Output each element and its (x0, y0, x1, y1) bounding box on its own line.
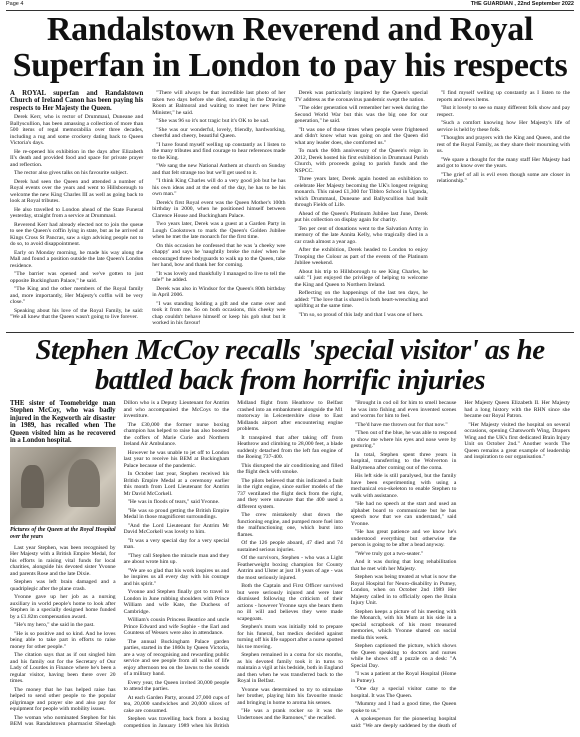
article-paragraph: Of the survivors, Stephen - who was a Light Featherweight boxing champion for County Antrim and Ulster at just 18 years of age - was the most seriously injured. (237, 555, 343, 581)
article-paragraph: Yvonne and Stephen finally got to travel to London in June rubbing shoulders with Prince William and wife Kate, the Duchess of Cambridge. (123, 589, 230, 615)
article-paragraph: "We are so glad that his work inspires us and he inspires us all every day with his courage and his spirit." (123, 567, 230, 587)
article-paragraph: The woman who nominated Stephen for his BEM was Randalstown pharmacist Sheelagh Dillon who is a Deputy Lieutenant for Antrim and who accompanied the McCoys to the investiture. (10, 400, 230, 728)
article-paragraph: Last year Stephen, was been recognised by Her Majesty with a British Empire Medal, for his efforts in raising vital funds for local charities, alongside his devoted sister Yvonne and parents Rose and the late Dixie. (10, 544, 116, 577)
article-paragraph: "Thoughts and prayers with the King and Queen, and the rest of the Royal Family, as they share their mourning with us. (436, 135, 570, 154)
article-paragraph: "Brought in cod oil for him to smell because he was into fishing and even invented scenes and worms for him to feel. (350, 400, 457, 419)
article-paragraph: The annual Buckingham Palace garden parties, started in the 1860s by Queen Victoria, are a way of recognising and rewarding public service and see people from all walks of life enjoy afternoon tea on the lawns to the sounds of a military band. (123, 638, 230, 677)
masthead-date: THE GUARDIAN , 22nd September 2022 (470, 1, 574, 7)
article-paragraph: Every year, the Queen invited 30,000 people to attend the parties. (123, 679, 230, 692)
article-paragraph: "Then out of the blue, he was able to respond to show me where his eyes and nose were by gesturing." (350, 430, 457, 449)
article-paragraph: And it was during that long rehabilitation that he met with her Majesty. (350, 559, 457, 572)
article-paragraph: "There will always be that incredible last photo of her taken two days before she died, standing in the Drawing Room at Balmoral and waiting to meet her new Prime Minister," he said. (152, 90, 286, 116)
article-paragraph: "Such a comfort knowing how Her Majesty's life of service is held by these folk. (436, 120, 570, 133)
article-paragraph: Both the Captain and First Officer survived but were seriously injured and were later dismissed following the criticism of their actions - however Yvonne says she bears them no ill will and believes they were made scapegoats. (237, 583, 343, 622)
article-paragraph: Stephen captioned the picture, which shows the Queen speaking to doctors and nurses while he shows off a puzzle on a desk: "A Special Day. (350, 643, 457, 669)
story1-headline: Randalstown Reverend and Royal Superfan in London to pay his respects (12, 11, 568, 84)
article-paragraph: On this occasion he confessed that he was 'a cheeky wee chappy' and says he 'naughtily broke the rules' when he encouraged three bodyguards to walk up to the Queen, take her hand, bow and thank her for coming. (152, 242, 286, 268)
article-paragraph: "Mummy and I had a good time, the Queen spoke to us." (350, 701, 457, 714)
article-paragraph: Early on Monday morning, he made his way along the Mall and found a position outside the late Queen's London residence. (10, 249, 144, 269)
page-number: Page 4 (6, 1, 24, 7)
article-paragraph: However he was unable to jet off to London last year to receive his BEM at Buckingham Palace because of the pandemic. (123, 449, 230, 469)
article-paragraph: Stephen was being treated at what is now the Royal Hospital for Neuro-disability in Putney, London, when on October 2nd 1989 Her Majesty called in to officially open the Brain Injury Unit. (350, 574, 457, 606)
article-paragraph: "It was one of those times when people were frightened and didn't know what was going on and the Queen did what any leader does, she comforted us." (294, 126, 428, 146)
story1-body (10, 90, 570, 330)
article-paragraph: "And the Lord Lieutenant for Antrim Mr David McCorkell was lovely to him. (123, 522, 230, 535)
article-paragraph: He re-opened his exhibition in the days after Elizabeth II's death and provided food and space for private prayer and reflection. (10, 148, 144, 168)
article-paragraph: Reverend Kerr had already elected not to join the queue to see the Queen's coffin lying in state, but as he arrived at Kings Cross St Pancras, saw a sign advising people not to do so, to avoid disappointment. (10, 221, 144, 248)
article-paragraph: "The barrier was opened and we've gotten to just opposite Buckingham Palace," he said. (10, 271, 144, 284)
article-paragraph: The citation says that as if out singled him and his family out for the Secretary of Our Lady of Lourdes in Finance where he's been a regular visitor, having been there over 20 times. (10, 652, 116, 685)
article-paragraph: Three years later, Derek again hosted an exhibition to celebrate Her Majesty becoming the UK's longest reigning monarch. This raised £1,300 for Tibbro School in Uganda, which Drummaul, Duneane and Ballyscullion had built through Fields of Life. (294, 176, 428, 208)
article-paragraph: "We sang the new National Anthem at church on Sunday and that felt strange too but we'll get used to it. (152, 163, 286, 176)
article-paragraph: "The King and the other members of the Royal family and, more importantly, Her Majesty's coffin will be very close." (10, 286, 144, 306)
article-paragraph: Yvonne was determined to try to stimulate her brother, playing him his favourite music and bringing in home to aroma his senses. (237, 686, 343, 706)
article-paragraph: "I find myself welling up constantly as I listen to the reports and news items. (436, 90, 570, 103)
article-paragraph: "We've truly got a two-seater." (354, 550, 424, 557)
article-paragraph: About his trip to Hillsborough to see King Charles, he said: "I just enjoyed the privilege of helping to welcome the King and Queen to Northern Ireland. (294, 268, 428, 288)
article-paragraph: "She was 96 so it's not tragic but it's OK to be sad. (156, 118, 270, 124)
article-paragraph: At each Garden Party, around 27,000 cups of tea, 20,000 sandwiches and 20,000 slices of cake are consumed. (123, 694, 230, 714)
article-paragraph: William's cousin Princess Beatrice and uncle Prince Edward and wife Sophie - the Earl and Countess of Wessex were also in attendance. (123, 617, 230, 636)
article-paragraph: "I think King Charles will do a very good job but he has his own ideas and at the end of the day, he has to be his own man." (152, 178, 286, 197)
article-paragraph: Derek Kerr, who is rector of Drummaul, Duneane and Ballyscullion, has been amassing a collection of more than 500 items of regal memorabilia over three decades, including a rug and some crockery dating back to Queen Victoria's days. (10, 114, 144, 147)
article-paragraph: After the exhibition, Derek headed to London to enjoy Trooping the Colour as part of the events of the Platinum Jubilee weekend. (294, 247, 428, 266)
article-paragraph: Ten per cent of donations went to the Salvation Army in memory of the late Annita Kelly, who tragically died in a car crash almost a year ago. (294, 225, 428, 245)
photo-caption: Pictures of the Queen at the Royal Hospital over the years (10, 527, 116, 541)
article-paragraph: To mark the 60th anniversary of the Queen's reign in 2012, Derek hosted his first exhibition in Drummaul Parish Church, with proceeds going to parish funds and the NSPCC. (294, 148, 428, 174)
article-paragraph: "She was our wonderful, lovely, friendly, hardworking, cheerful and cheery, beautiful Queen. (152, 126, 286, 139)
story2-body (10, 400, 570, 730)
article-paragraph: "I have found myself welling up constantly as I listen to the many tributes and find courage to hear references made to the King. (152, 141, 286, 161)
article-paragraph: Derek had seen the Queen and attended a number of Royal events over the years and went to Hillsborough to welcome the new King Charles III as well as going back to look at Royal tributes. (10, 178, 144, 205)
article-paragraph: "It was lovely and thankfully I managed to live to tell the tale!" he added. (152, 270, 286, 283)
article-paragraph: The pilots believed that this indicated a fault in the right engine, since earlier models of the 737 ventilated the flight deck from the right, and they were unaware that the 400 used a different system. (237, 477, 343, 510)
article-paragraph: In total, Stephen spent three years in hospital, transferring to the Wolverton in Ballymena after coming out of the coma. (350, 451, 457, 471)
article-paragraph: Speaking about his love of the Royal Family, he said: "We all knew that the Queen wasn't going to live forever. (10, 307, 144, 321)
article-paragraph: Reflecting on the happenings of the last ten days, he added: "The love that is shared is both heart-wrenching and uplifting at the same time. (294, 290, 428, 309)
article-paragraph: "Her Majesty visited the hospital on several occasions, opening Chatsworth Wing, Drapers Wing and the UK's first dedicated Brain Injury Unit on October 2nd." Another words The Queen remains a great example of leadership and inspiration to our organisation." (464, 421, 570, 460)
article-paragraph: Stephen was travelling back from a boxing competition in January 1989 when his British Midland flight from Heathrow to Belfast crashed into an embankment alongside the M1 motorway in Leicestershire close to East Midlands airport after encountering engine problems. (123, 400, 343, 729)
article-paragraph: "I was a patient at the Royal Hospital (Home in Putney). (350, 671, 457, 684)
article-paragraph: Derek was particularly inspired by the Queen's special TV address as the coronavirus pandemic swept the nation. (294, 90, 428, 103)
story1-paragraphs (10, 90, 570, 330)
article-paragraph: "He has great patience and we know he's understood everything but otherwise the person is going to be after a bead anyway. (350, 529, 457, 548)
article-paragraph: Stephen was left brain damaged and a quadriplegic after the plane crash. (10, 579, 116, 592)
article-paragraph: Derek was also in Windsor for the Queen's 80th birthday in April 2006. (152, 285, 286, 298)
article-paragraph: The money that he has helped raise has helped to send other people to the popular pilgrimage and prayer site and also pay for equipment for people with mobility issues. (10, 686, 116, 713)
article-paragraph: This disrupted the air conditioning and filled the flight deck with smoke. (237, 462, 343, 475)
article-paragraph: "I'm so, so proud of this lady and that I was one of hers. (298, 311, 424, 318)
story-divider (6, 332, 574, 333)
queen-hospital-photo (10, 447, 116, 525)
article-paragraph: "He was so proud getting the British Empire Medal in those magnificent surroundings. (123, 507, 230, 520)
article-paragraph: "The grief of all is evil even though some are closer in relationship." (436, 171, 570, 184)
article-paragraph: "One day a special visitor came to the hospital. It was The Queen. (350, 686, 457, 699)
article-paragraph: "He was in floods of tears," said Yvonne. (127, 499, 220, 505)
article-paragraph: Ahead of the Queen's Platinum Jubilee last June, Derek put his collection on display again for charity. (294, 210, 428, 223)
article-paragraph: "It was a very special day for a very special man. (123, 537, 230, 550)
article-paragraph: Stephen keeps a picture of his meeting with the Monarch, with his Mum at his side in a special scrapbook of his most treasured memories, which Yvonne shared on social media this week. (350, 608, 457, 641)
article-paragraph: "He's my hero," she said in the past. (14, 622, 95, 629)
article-paragraph: "He was a prank rocker so it was the Undertones and the Ramones," she recalled. (237, 708, 343, 721)
article-paragraph: "He had no speech at the start and used an alphabet board to communicate but he has speech now that we can understand," said Yvonne. (350, 501, 457, 527)
article-paragraph: The rector also gives talks on his favourite subject. (14, 170, 128, 177)
article-paragraph: In October last year, Stephen received his British Empire Medal at a ceremony earlier this month from Lord Lieutenant for Antrim Mr David McCorkell. (123, 471, 230, 497)
page-folio (6, 0, 574, 11)
article-paragraph: Stephen's mum was initially told to prepare for his funeral, but medics decided against turning off his life support after a nurse spotted his toe moving. (237, 624, 343, 650)
article-paragraph: It transpired that after taking off from Heathrow and climbing to 28,000 feet, a blade suddenly detached from the left fan engine of the Boeing 737-400. (237, 434, 343, 460)
article-paragraph: Derek's first Royal event was the Queen Mother's 100th birthday in 2000, when he positioned himself between Clarence House and Buckingham Palace. (152, 199, 286, 219)
article-paragraph: "But it lovely to see so many different folk show and pay respect. (436, 105, 570, 118)
article-paragraph: A spokesperson for the pioneering hospital said: "We are deeply saddened by the death of Her Majesty Queen Elizabeth II. Her Majesty had a long history with the RHN since she became our Royal Patron. (350, 400, 570, 729)
article-paragraph: His left side is still paralysed, but the family have been experimenting with using a mechanical exo-skeleton to enable Stephen to walk with assistance. (350, 473, 457, 499)
article-paragraph: The £30,000 the former nurse boxing champion has helped to raise has also boosted the coffers of Marie Curie and Northern Ireland Air Ambulance. (123, 421, 230, 447)
story1-lead: A ROYAL superfan and Randalstown Church of Ireland Canon has been paying his respects to Her Majesty the Queen. (10, 90, 144, 112)
article-paragraph: "We spare a thought for the many staff Her Majesty had and got to know over the years. (436, 156, 570, 169)
article-paragraph: "The older generation will remember her week during the Second World War but this was the big one for our generation," he said. (294, 105, 428, 124)
article-paragraph: The crew mistakenly shut down the functioning engine, and pumped more fuel into the malfunctioning one, which burst into flames. (237, 512, 343, 538)
story2-lead: THE sister of Toomebridge man Stephen McCoy, who was badly injured in the Kegworth air disaster in 1989, has recalled when The Queen visited him as he recovered in a London hospital. (10, 400, 116, 445)
article-paragraph: "The'd have me thrown out for that now." (354, 421, 448, 428)
article-paragraph: Stephen remained in a coma for six months, as his devoted family took it in turns to maintain a vigil at his bedside, both in England and then when he was transferred back to the Royal in Belfast. (237, 652, 343, 684)
article-paragraph: He also travelled to London ahead of the State Funeral yesterday, straight from a service at Drummaul. (10, 206, 144, 220)
article-paragraph: Yvonne gave up her job as a nursing auxiliary in world people's home to look after Stephen in a specially designed home funded by a £1.82m compensation award. (10, 594, 116, 620)
article-paragraph: "They call Stephen the miracle man and they are about wrote him up. (123, 552, 230, 565)
article-paragraph: Of the 126 people aboard, 47 died and 74 sustained serious injuries. (237, 540, 343, 553)
story2-headline: Stephen McCoy recalls 'special visitor' as he battled back from horrific injuries (35, 334, 545, 396)
article-paragraph: Two years later, Derek was a guest at a Garden Party in Lough Cookstown to mark the Queen's Golden Jubilee when he met the late monarch for the first time. (152, 221, 286, 240)
article-paragraph: "He is so positive and so kind. And he loves being able to take part in efforts to raise money for other people." (10, 630, 116, 650)
article-paragraph: "I was standing holding a gift and she came over and took it from me. So on both occasions, this cheeky wee chap couldn't behave himself or keep his gob shut but it worked in his favour! (152, 300, 286, 326)
